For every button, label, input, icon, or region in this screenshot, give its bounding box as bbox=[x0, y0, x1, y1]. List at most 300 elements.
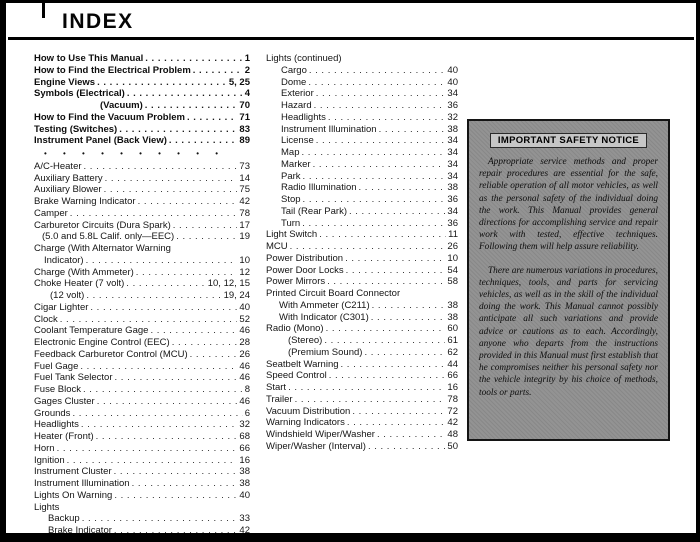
index-entry-page-number: 38 bbox=[239, 478, 250, 489]
index-entry-page-number: 73 bbox=[239, 160, 250, 172]
index-entry-page-number: 72 bbox=[447, 405, 458, 417]
index-entry bbox=[34, 278, 250, 290]
index-entry-label: Exterior bbox=[281, 88, 314, 100]
index-entry-label: Engine Views bbox=[34, 76, 96, 88]
index-entry-label: With Indicator (C301) bbox=[279, 311, 369, 323]
index-entry-page-number: 38 bbox=[447, 299, 458, 311]
index-entry-label: Cigar Lighter bbox=[34, 301, 89, 313]
dot-leader bbox=[138, 196, 238, 208]
index-entry-page-number: 46 bbox=[239, 325, 250, 337]
index-entry-page-number: 19, 24 bbox=[223, 290, 250, 301]
index-entry-label: How to Find the Electrical Problem bbox=[34, 64, 191, 76]
dot-leader bbox=[190, 349, 238, 361]
dot-leader bbox=[345, 253, 445, 265]
index-entry-page-number: 10 bbox=[447, 252, 458, 264]
index-entry-label: With Ammeter (C211) bbox=[279, 299, 370, 311]
index-entry bbox=[34, 243, 250, 255]
dot-leader bbox=[86, 255, 238, 267]
index-entry-label: Brake Indicator bbox=[48, 525, 112, 536]
index-entry-label: (Premium Sound) bbox=[288, 346, 363, 358]
index-entry-page-number: 2 bbox=[244, 64, 250, 76]
index-entry-page-number: 42 bbox=[239, 525, 250, 536]
dot-leader bbox=[70, 208, 238, 220]
index-entry bbox=[34, 53, 250, 65]
dot-leader bbox=[313, 159, 446, 171]
index-entry bbox=[266, 335, 458, 347]
dot-leader bbox=[126, 278, 205, 290]
index-entry bbox=[34, 408, 250, 420]
index-entry-label: Tail (Rear Park) bbox=[281, 205, 347, 217]
index-entry bbox=[34, 525, 250, 537]
index-entry bbox=[34, 135, 250, 147]
index-entry-page-number: 46 bbox=[239, 372, 250, 384]
index-entry-label: Dome bbox=[281, 76, 307, 88]
index-entry-page-number: 34 bbox=[447, 147, 458, 158]
index-entry-page-number: 28 bbox=[239, 337, 250, 348]
index-entry-label: Fuel Gage bbox=[34, 360, 79, 372]
index-entry-label: Cargo bbox=[281, 64, 307, 76]
index-entry-label: Radio Illumination bbox=[281, 182, 357, 194]
index-entry bbox=[34, 255, 250, 267]
index-entry-label: Gages Cluster bbox=[34, 395, 95, 407]
index-entry-label: Headlights bbox=[34, 419, 79, 431]
binding-mark bbox=[42, 3, 45, 18]
index-entry bbox=[34, 314, 250, 326]
index-entry-label: Lights On Warning bbox=[34, 489, 113, 501]
index-entry-label: Symbols (Electrical) bbox=[34, 88, 125, 100]
dot-leader bbox=[308, 77, 445, 89]
index-entry bbox=[34, 302, 250, 314]
index-entry-label: Fuse Block bbox=[34, 384, 81, 395]
index-entry-label: MCU bbox=[266, 241, 288, 252]
index-entry-page-number: 1 bbox=[244, 53, 250, 64]
index-entry-label: Coolant Temperature Gage bbox=[34, 325, 149, 337]
index-entry-page-number: 89 bbox=[239, 135, 250, 147]
dot-leader bbox=[57, 443, 238, 455]
index-entry-label: Carburetor Circuits (Dura Spark) bbox=[34, 219, 171, 231]
dot-leader bbox=[83, 384, 243, 396]
index-entry bbox=[266, 171, 458, 183]
index-entry bbox=[266, 265, 458, 277]
index-entry-page-number: 36 bbox=[447, 100, 458, 111]
dot-leader bbox=[316, 88, 446, 100]
index-entry bbox=[266, 65, 458, 77]
index-entry-label: Instrument Panel (Back View) bbox=[34, 135, 167, 147]
dot-leader bbox=[301, 147, 445, 159]
front-matter-list bbox=[34, 53, 250, 147]
index-entry-label: Auxiliary Battery bbox=[34, 172, 103, 184]
index-entry bbox=[266, 88, 458, 100]
important-safety-notice-box bbox=[467, 119, 670, 441]
index-entry bbox=[34, 490, 250, 502]
safety-notice-title-wrap bbox=[479, 130, 658, 148]
index-entry-label: Auxiliary Blower bbox=[34, 184, 102, 196]
index-entry-page-number: 42 bbox=[447, 417, 458, 429]
index-entry bbox=[266, 253, 458, 265]
dot-leader bbox=[326, 323, 446, 335]
index-entry-page-number: 40 bbox=[239, 489, 250, 501]
index-entry-label: Grounds bbox=[34, 407, 71, 419]
dot-leader bbox=[302, 218, 445, 230]
dot-leader bbox=[169, 135, 238, 147]
dot-leader bbox=[81, 419, 238, 431]
index-entry bbox=[266, 370, 458, 382]
index-entry bbox=[266, 394, 458, 406]
index-entry-label: Brake Warning Indicator bbox=[34, 196, 136, 207]
index-entry-page-number: 26 bbox=[447, 241, 458, 252]
index-entry-label: Hazard bbox=[281, 100, 312, 111]
index-entry bbox=[34, 396, 250, 408]
index-entry-page-number: 38 bbox=[239, 466, 250, 478]
dot-leader bbox=[303, 171, 446, 183]
index-entry-label: Power Distribution bbox=[266, 252, 344, 264]
dot-leader bbox=[346, 265, 446, 277]
index-entry-page-number: 36 bbox=[447, 217, 458, 229]
index-entry bbox=[266, 112, 458, 124]
index-entry bbox=[266, 406, 458, 418]
index-entry-page-number: 42 bbox=[239, 196, 250, 207]
index-entry-label: Ignition bbox=[34, 454, 65, 466]
dot-leader bbox=[97, 77, 227, 89]
index-entry-label: Lights bbox=[34, 501, 60, 513]
index-entry-label: Vacuum Distribution bbox=[266, 405, 351, 417]
index-entry-page-number: 11 bbox=[448, 229, 458, 241]
index-entry-label: Turn bbox=[281, 217, 301, 229]
index-entry-page-number: 46 bbox=[239, 395, 250, 407]
index-entry-page-number: 34 bbox=[447, 88, 458, 100]
index-entry bbox=[34, 478, 250, 490]
dot-leader bbox=[309, 65, 446, 77]
index-entry bbox=[34, 361, 250, 373]
dot-leader bbox=[288, 382, 445, 394]
index-entry-page-number: 14 bbox=[239, 172, 250, 184]
index-entry bbox=[266, 276, 458, 288]
index-entry bbox=[266, 288, 458, 300]
index-column-left bbox=[34, 53, 250, 537]
dot-leader bbox=[136, 267, 238, 279]
index-entry-page-number: 46 bbox=[239, 360, 250, 372]
index-entry-label: Map bbox=[281, 147, 300, 158]
index-entry-label: Start bbox=[266, 382, 287, 393]
dot-leader bbox=[90, 302, 237, 314]
dot-leader bbox=[327, 276, 445, 288]
dot-leader bbox=[72, 408, 242, 420]
index-entry-page-number: 8 bbox=[244, 384, 250, 395]
page-title: INDEX bbox=[62, 10, 134, 33]
index-entry-label: Stop bbox=[281, 194, 301, 205]
index-entry bbox=[266, 300, 458, 312]
dot-leader bbox=[379, 124, 446, 136]
dot-leader bbox=[347, 417, 446, 429]
dot-leader bbox=[114, 525, 238, 537]
index-entry-label: Backup bbox=[48, 513, 80, 525]
index-entry-label: Power Door Locks bbox=[266, 264, 344, 276]
index-entry-label: Windshield Wiper/Washer bbox=[266, 429, 375, 440]
dot-leader bbox=[316, 135, 446, 147]
index-entry bbox=[34, 77, 250, 89]
index-entry-page-number: 78 bbox=[239, 207, 250, 219]
index-entry-label: Instrument Illumination bbox=[281, 123, 377, 135]
index-entry-page-number: 6 bbox=[244, 407, 250, 419]
index-entry-page-number: 32 bbox=[447, 111, 458, 123]
index-entry-page-number: 58 bbox=[447, 276, 458, 288]
safety-notice-paragraph: Appropriate service methods and proper repair procedures are essential for the safe, reliable operation of all motor vehicles, as well as the personal safety of the individual doing the work. This Manual provides general directions for accomplishing service and repair work with tested, effective techniques. Following them will help assure reliability. bbox=[479, 157, 658, 253]
dot-leader bbox=[145, 53, 242, 65]
index-entry-page-number: 66 bbox=[447, 370, 458, 382]
index-entry bbox=[34, 419, 250, 431]
index-entry-label: Charge (With Alternator Warning bbox=[34, 243, 171, 254]
index-entry-label: Wiper/Washer (Interval) bbox=[266, 440, 366, 452]
dot-leader bbox=[176, 231, 237, 243]
index-entry bbox=[266, 241, 458, 253]
dot-leader bbox=[150, 325, 237, 337]
index-entry-page-number: 83 bbox=[239, 123, 250, 135]
dot-leader bbox=[115, 372, 238, 384]
index-entry bbox=[266, 77, 458, 89]
dot-leader bbox=[82, 513, 238, 525]
index-entry-label: Speed Control bbox=[266, 370, 327, 382]
dot-leader bbox=[329, 370, 446, 382]
index-entry-label: Fuel Tank Selector bbox=[34, 372, 113, 384]
index-column-middle bbox=[266, 53, 458, 453]
dot-leader bbox=[349, 206, 445, 218]
dot-leader bbox=[132, 478, 238, 490]
index-entry-label: Testing (Switches) bbox=[34, 123, 118, 135]
index-entry-page-number: 78 bbox=[447, 393, 458, 405]
index-entry bbox=[34, 161, 250, 173]
index-entry bbox=[266, 159, 458, 171]
dot-leader bbox=[114, 466, 238, 478]
dot-leader bbox=[377, 429, 445, 441]
index-entry-label: Light Switch bbox=[266, 229, 318, 241]
index-entry bbox=[266, 229, 458, 241]
index-entry bbox=[34, 513, 250, 525]
index-entry-page-number: 34 bbox=[447, 205, 458, 217]
index-entry-label: (Stereo) bbox=[288, 335, 323, 346]
index-entry-page-number: 12 bbox=[239, 266, 250, 278]
index-entry bbox=[34, 267, 250, 279]
index-entry bbox=[266, 206, 458, 218]
index-entry bbox=[266, 218, 458, 230]
index-entry bbox=[266, 135, 458, 147]
index-entry-label: Radio (Mono) bbox=[266, 323, 324, 335]
index-entry-page-number: 32 bbox=[239, 419, 250, 431]
index-entry bbox=[266, 429, 458, 441]
index-entry-page-number: 75 bbox=[239, 184, 250, 196]
index-entry-page-number: 4 bbox=[244, 88, 250, 100]
index-entry-page-number: 16 bbox=[239, 454, 250, 466]
index-entry-label: (12 volt) bbox=[50, 290, 85, 301]
index-entry bbox=[34, 290, 250, 302]
index-entry-label: Horn bbox=[34, 442, 55, 454]
dot-leader bbox=[371, 312, 446, 324]
index-entry-label: Headlights bbox=[281, 111, 326, 123]
index-entry bbox=[266, 194, 458, 206]
index-entry bbox=[34, 231, 250, 243]
title-rule bbox=[8, 37, 694, 40]
index-entry-label: Charge (With Ammeter) bbox=[34, 266, 134, 278]
index-entry bbox=[34, 100, 250, 112]
index-entry bbox=[266, 182, 458, 194]
dot-leader bbox=[314, 100, 446, 112]
dot-leader bbox=[104, 184, 238, 196]
dot-leader bbox=[96, 431, 238, 443]
index-entry-page-number: 38 bbox=[447, 123, 458, 135]
index-entry-page-number: 68 bbox=[239, 431, 250, 442]
index-entry bbox=[34, 466, 250, 478]
dot-leader bbox=[145, 100, 238, 112]
index-entry-label: Instrument Cluster bbox=[34, 466, 112, 478]
index-entry-label: Park bbox=[281, 170, 301, 182]
index-entry bbox=[34, 112, 250, 124]
index-entry bbox=[34, 208, 250, 220]
dot-leader bbox=[80, 361, 237, 373]
dot-leader bbox=[341, 359, 446, 371]
dot-leader bbox=[84, 161, 238, 173]
index-list-middle bbox=[266, 53, 458, 453]
index-entry-page-number: 48 bbox=[447, 429, 458, 440]
dot-leader bbox=[187, 112, 237, 124]
index-entry-page-number: 38 bbox=[447, 182, 458, 194]
index-entry bbox=[266, 124, 458, 136]
index-entry bbox=[34, 349, 250, 361]
index-entry bbox=[34, 337, 250, 349]
index-entry-page-number: 10 bbox=[239, 254, 250, 266]
index-entry-page-number: 5, 25 bbox=[228, 76, 250, 88]
index-entry-page-number: 19 bbox=[239, 231, 250, 243]
index-entry-label: (5.0 and 5.8L Calif. only—EEC) bbox=[42, 231, 175, 243]
index-entry bbox=[266, 147, 458, 159]
index-entry-page-number: 44 bbox=[447, 358, 458, 370]
index-entry-label: Power Mirrors bbox=[266, 276, 326, 288]
index-entry-label: Trailer bbox=[266, 393, 293, 405]
dot-leader bbox=[60, 314, 238, 326]
index-entry-page-number: 34 bbox=[447, 158, 458, 170]
safety-notice-paragraph: There are numerous variations in procedures, techniques, tools, and parts for servicing vehicles, as well as in the skill of the individual doing the work. This Manual cannot possibly anticipate all such variations and provide advice or cautions as to each. Accordingly, anyone who departs from the instructions provided in this Manual must first establish that he compromises neither his personal safety nor the vehicle integrity by his choice of methods, tools or parts. bbox=[479, 265, 658, 398]
index-entry bbox=[266, 347, 458, 359]
dot-leader bbox=[359, 182, 446, 194]
index-entry bbox=[266, 382, 458, 394]
index-entry-page-number: 10, 12, 15 bbox=[207, 278, 250, 290]
index-entry-label: (Vacuum) bbox=[100, 100, 143, 111]
index-entry bbox=[34, 455, 250, 467]
index-entry bbox=[34, 65, 250, 77]
index-entry-page-number: 61 bbox=[447, 335, 458, 346]
index-entry-page-number: 34 bbox=[447, 170, 458, 182]
index-entry-page-number: 34 bbox=[447, 135, 458, 147]
index-entry bbox=[34, 124, 250, 136]
dot-leader bbox=[193, 65, 243, 77]
index-entry-label: Marker bbox=[281, 158, 311, 170]
dot-leader bbox=[324, 335, 445, 347]
dot-leader bbox=[319, 229, 446, 241]
dot-leader bbox=[97, 396, 238, 408]
index-entry-label: Seatbelt Warning bbox=[266, 358, 339, 370]
index-entry bbox=[34, 384, 250, 396]
index-entry-label: How to Use This Manual bbox=[34, 53, 144, 64]
dot-leader bbox=[173, 220, 238, 232]
index-entry bbox=[266, 100, 458, 112]
index-entry bbox=[266, 441, 458, 453]
dot-leader bbox=[172, 337, 238, 349]
index-entry-page-number: 16 bbox=[447, 382, 458, 393]
index-entry-page-number: 60 bbox=[447, 323, 458, 335]
dot-leader bbox=[127, 88, 243, 100]
index-entry-label: Indicator) bbox=[44, 254, 84, 266]
safety-notice-title: IMPORTANT SAFETY NOTICE bbox=[490, 133, 647, 148]
index-entry bbox=[34, 372, 250, 384]
index-entry bbox=[34, 431, 250, 443]
dot-leader bbox=[290, 241, 446, 253]
index-entry bbox=[34, 443, 250, 455]
dot-leader bbox=[364, 347, 445, 359]
index-entry-label: License bbox=[281, 135, 314, 147]
index-entry bbox=[266, 323, 458, 335]
index-entry-page-number: 36 bbox=[447, 194, 458, 205]
index-entry bbox=[266, 359, 458, 371]
index-entry-label: Choke Heater (7 volt) bbox=[34, 278, 125, 290]
dot-leader bbox=[352, 406, 445, 418]
index-entry-page-number: 40 bbox=[447, 64, 458, 76]
index-entry bbox=[266, 417, 458, 429]
index-entry-label: Lights (continued) bbox=[266, 53, 342, 64]
dot-leader bbox=[328, 112, 446, 124]
dot-leader bbox=[303, 194, 446, 206]
dot-leader bbox=[372, 300, 446, 312]
index-entry-label: Clock bbox=[34, 313, 58, 325]
index-entry bbox=[34, 184, 250, 196]
index-entry-page-number: 52 bbox=[239, 313, 250, 325]
index-entry-label: Camper bbox=[34, 207, 68, 219]
index-entry-label: A/C-Heater bbox=[34, 160, 82, 172]
index-entry-label: Printed Circuit Board Connector bbox=[266, 288, 401, 299]
index-entry bbox=[266, 53, 458, 65]
section-separator-bullets: • • • • • • • • • • bbox=[44, 149, 226, 158]
index-entry-label: Warning Indicators bbox=[266, 417, 345, 429]
dot-leader bbox=[67, 455, 238, 467]
dot-leader bbox=[86, 290, 221, 302]
index-entry bbox=[34, 196, 250, 208]
index-entry-page-number: 54 bbox=[447, 264, 458, 276]
index-entry-page-number: 66 bbox=[239, 442, 250, 454]
index-entry-page-number: 70 bbox=[239, 100, 250, 111]
index-entry bbox=[34, 220, 250, 232]
index-entry bbox=[34, 502, 250, 514]
index-entry-page-number: 62 bbox=[447, 346, 458, 358]
dot-leader bbox=[368, 441, 445, 453]
index-entry-page-number: 26 bbox=[239, 348, 250, 360]
index-entry-page-number: 38 bbox=[447, 311, 458, 323]
index-entry bbox=[34, 88, 250, 100]
index-entry bbox=[266, 312, 458, 324]
index-list-left bbox=[34, 161, 250, 537]
index-entry-page-number: 17 bbox=[239, 219, 250, 231]
index-entry-label: Heater (Front) bbox=[34, 431, 94, 442]
index-entry-page-number: 50 bbox=[447, 440, 458, 452]
index-entry bbox=[34, 325, 250, 337]
dot-leader bbox=[105, 173, 238, 185]
index-entry bbox=[34, 173, 250, 185]
index-entry-page-number: 40 bbox=[239, 301, 250, 313]
index-entry-label: Electronic Engine Control (EEC) bbox=[34, 337, 170, 348]
index-entry-page-number: 33 bbox=[239, 513, 250, 525]
index-entry-page-number: 40 bbox=[447, 76, 458, 88]
index-entry-label: How to Find the Vacuum Problem bbox=[34, 111, 185, 123]
dot-leader bbox=[295, 394, 446, 406]
dot-leader bbox=[114, 490, 237, 502]
index-entry-label: Instrument Illumination bbox=[34, 478, 130, 489]
index-entry-page-number: 71 bbox=[239, 111, 250, 123]
